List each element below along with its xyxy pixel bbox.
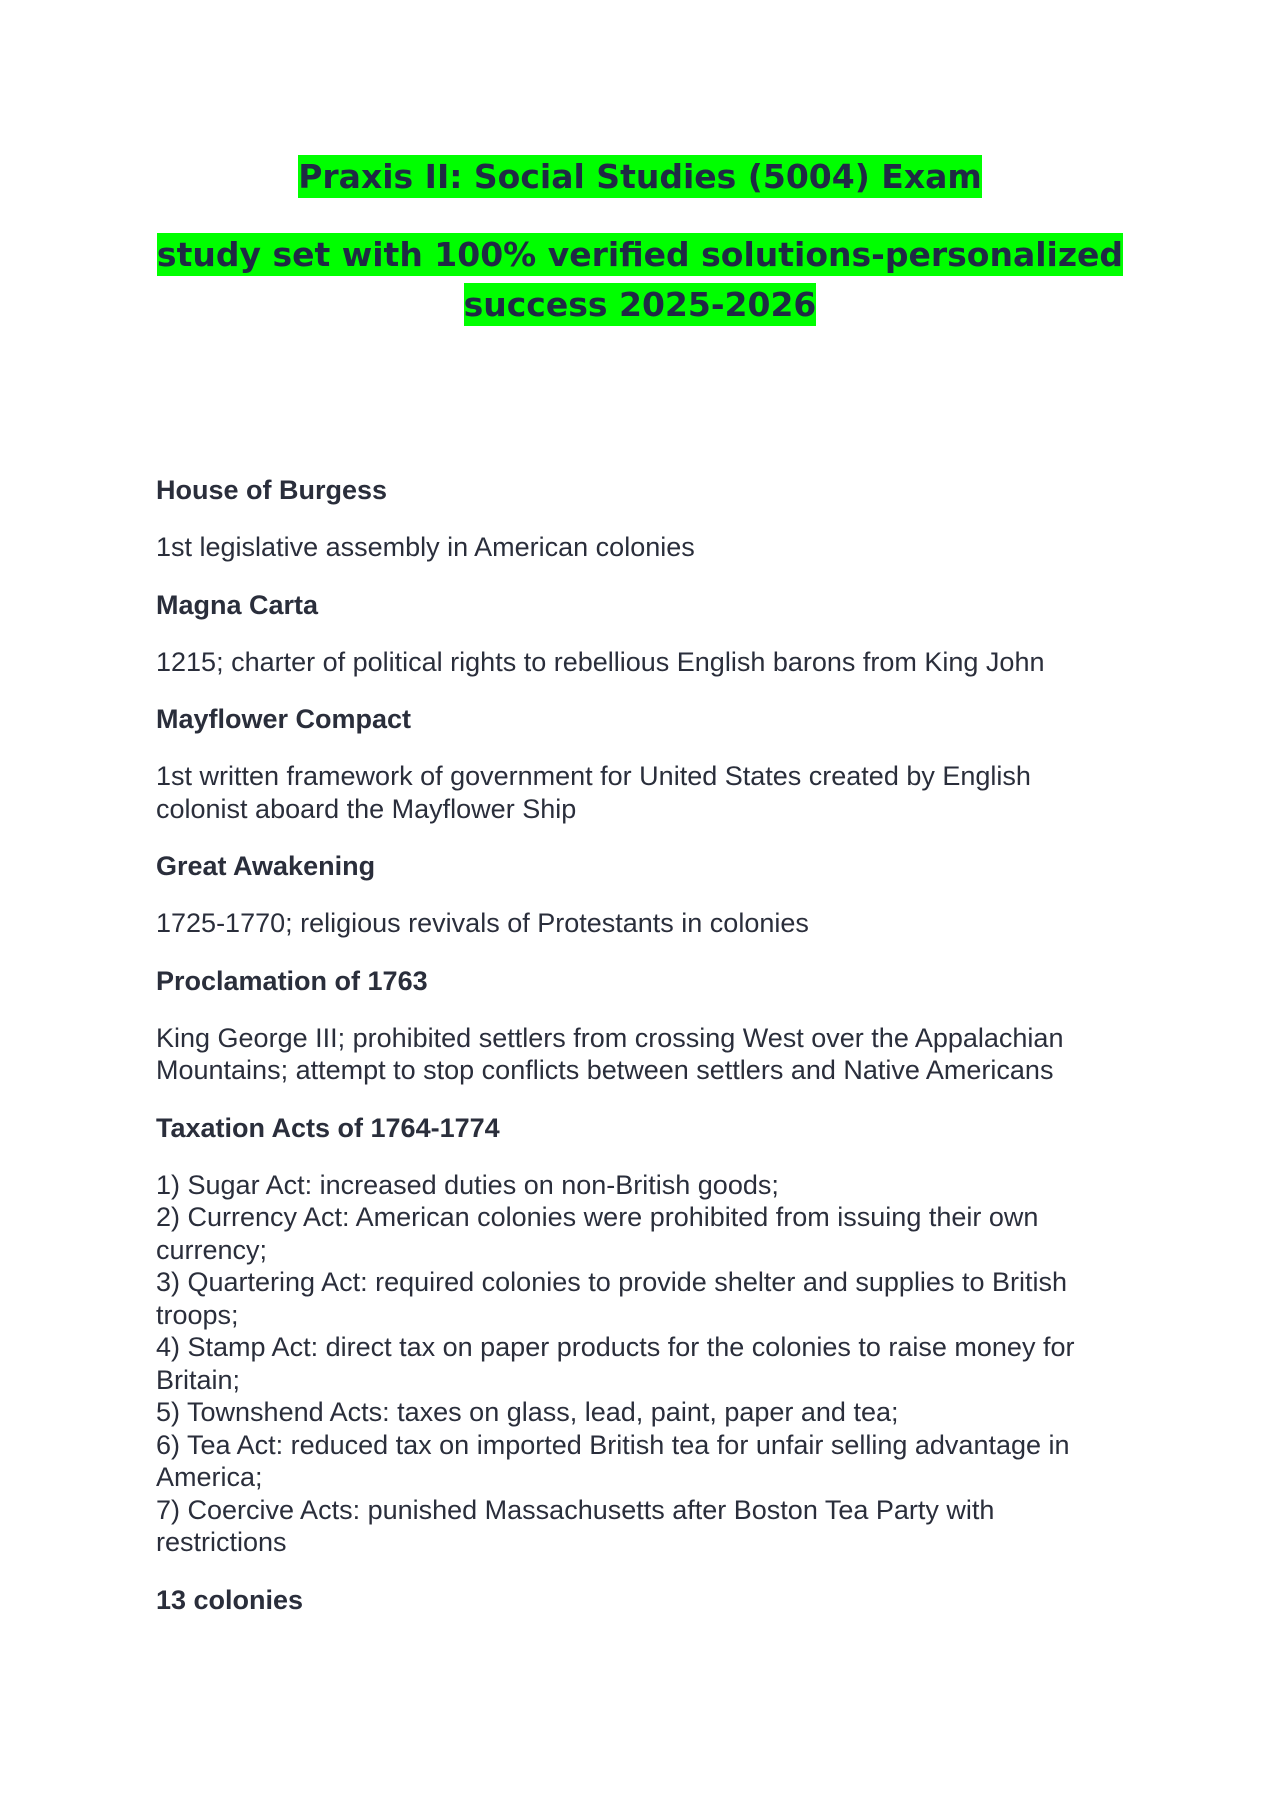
term-house-of-burgess: House of Burgess bbox=[156, 475, 388, 505]
taxation-item: 6) Tea Act: reduced tax on imported British tea for unfair selling advantage in America; bbox=[156, 1429, 1070, 1492]
term-proclamation-1763: Proclamation of 1763 bbox=[156, 965, 428, 996]
title-highlight-2: study set with 100% verified solutions-personalized success 2025-2026 bbox=[156, 235, 1124, 324]
term-taxation-acts: Taxation Acts of 1764-1774 bbox=[156, 1112, 500, 1143]
title-line-2 bbox=[150, 230, 1130, 330]
taxation-item: 2) Currency Act: American colonies were prohibited from issuing their own currency; bbox=[156, 1202, 1039, 1265]
taxation-item: 7) Coercive Acts: punished Massachusetts after Boston Tea Party with restrictions bbox=[156, 1494, 995, 1557]
title-line-1 bbox=[150, 152, 1130, 202]
definition-great-awakening: 1725-1770; religious revivals of Protestants in colonies bbox=[156, 908, 809, 938]
title-highlight-1: Praxis II: Social Studies (5004) Exam bbox=[298, 157, 982, 196]
document-title bbox=[150, 152, 1130, 330]
taxation-item: 1) Sugar Act: increased duties on non-British goods; bbox=[156, 1169, 779, 1200]
term-magna-carta: Magna Carta bbox=[156, 589, 319, 620]
term-mayflower-compact: Mayflower Compact bbox=[156, 704, 412, 734]
definition-magna-carta: 1215; charter of political rights to rebellious English barons from King John bbox=[156, 646, 1045, 677]
taxation-item: 5) Townshend Acts: taxes on glass, lead, paint, paper and tea; bbox=[156, 1397, 899, 1427]
term-great-awakening: Great Awakening bbox=[156, 851, 376, 881]
study-entries bbox=[156, 474, 1126, 1641]
taxation-item: 3) Quartering Act: required colonies to provide shelter and supplies to British troops; bbox=[156, 1267, 1067, 1330]
taxation-item: 4) Stamp Act: direct tax on paper products for the colonies to raise money for Britain; bbox=[156, 1332, 1075, 1395]
definition-taxation-acts bbox=[156, 1169, 1126, 1559]
definition-mayflower-compact: 1st written framework of government for United States created by English colonist aboard the Mayflower Ship bbox=[156, 761, 1031, 824]
definition-house-of-burgess: 1st legislative assembly in American colonies bbox=[156, 532, 695, 562]
definition-proclamation-1763: King George III; prohibited settlers from crossing West over the Appalachian Mountains; attempt to stop conflicts between settlers and Native Americans bbox=[156, 1022, 1064, 1085]
term-13-colonies: 13 colonies bbox=[156, 1584, 304, 1615]
